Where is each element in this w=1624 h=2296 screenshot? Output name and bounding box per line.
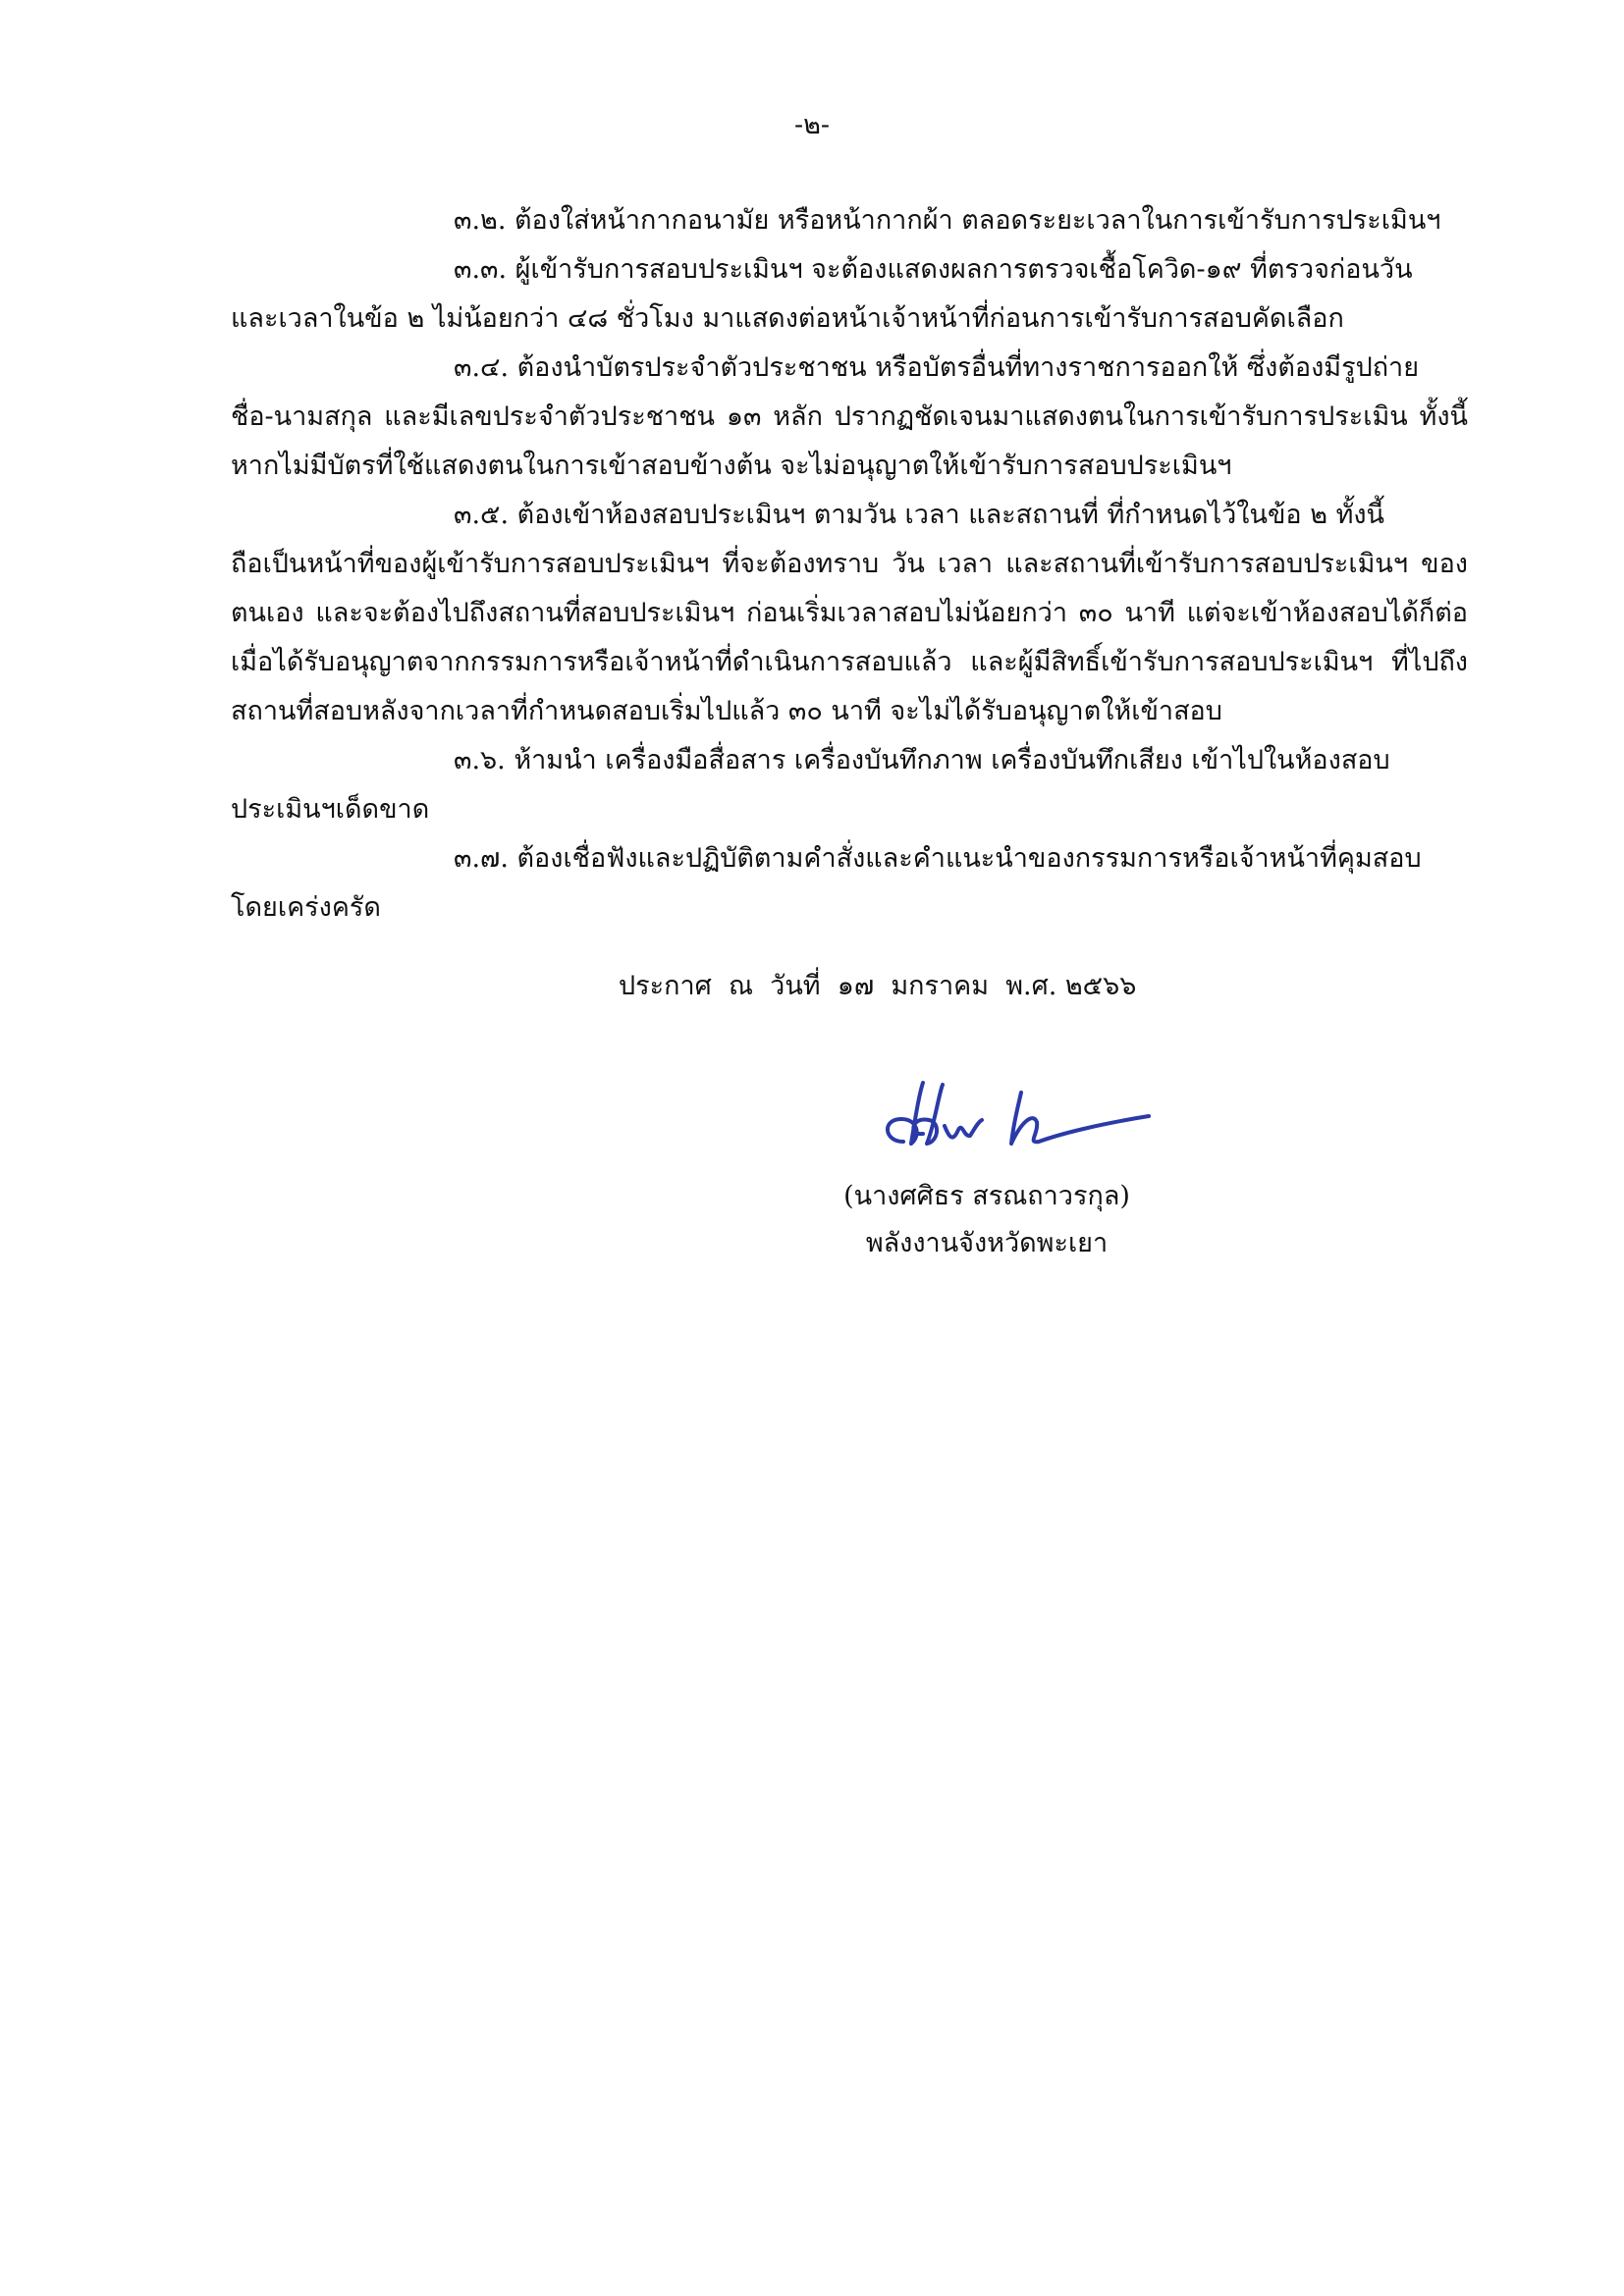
page-number: -๒- xyxy=(793,110,831,140)
body-text xyxy=(231,196,1468,933)
signature-stroke xyxy=(888,1083,982,1144)
paragraph-3-5 xyxy=(231,491,1468,736)
paragraph-first-line: ๓.๓. ผู้เข้ารับการสอบประเมินฯ จะต้องแสดงผลการตรวจเชื้อโควิด-๑๙ ที่ตรวจก่อนวัน xyxy=(454,254,1413,285)
paragraph-first-line: ๓.๖. ห้ามนำ เครื่องมือสื่อสาร เครื่องบันทึกภาพ เครื่องบันทึกเสียง เข้าไปในห้องสอบ xyxy=(454,745,1390,775)
signer-block xyxy=(825,1173,1149,1267)
paragraph-continuation: ถือเป็นหน้าที่ของผู้เข้ารับการสอบประเมินฯ ที่จะต้องทราบ วัน เวลา และสถานที่เข้ารับการสอบประเมินฯ ของตนเอง และจะต้องไปถึงสถานที่สอบประเมินฯ ก่อนเริ่มเวลาสอบไม่น้อยกว่า ๓๐ นาที แต่จะเข้าห้องสอบได้ก็ต่อเมื่อได้รับอนุญาตจากกรรมการหรือเจ้าหน้าที่ดำเนินการสอบแล้ว และผู้มีสิทธิ์เข้ารับการสอบประเมินฯ ที่ไปถึงสถานที่สอบหลังจากเวลาที่กำหนดสอบเริ่มไปแล้ว ๓๐ นาที จะไม่ได้รับอนุญาตให้เข้าสอบ xyxy=(231,549,1468,726)
paragraph-3-7 xyxy=(231,834,1468,933)
paragraph-first-line: ๓.๗. ต้องเชื่อฟังและปฏิบัติตามคำสั่งและคำแนะนำของกรรมการหรือเจ้าหน้าที่คุมสอบ xyxy=(454,843,1422,874)
paragraph-continuation: โดยเคร่งครัด xyxy=(231,892,381,923)
announcement-date: ประกาศ ณ วันที่ ๑๗ มกราคม พ.ศ. ๒๕๖๖ xyxy=(619,971,1137,1001)
paragraph-first-line: ๓.๔. ต้องนำบัตรประจำตัวประชาชน หรือบัตรอื่นที่ทางราชการออกให้ ซึ่งต้องมีรูปถ่าย xyxy=(454,352,1420,383)
paragraph-first-line: ๓.๕. ต้องเข้าห้องสอบประเมินฯ ตามวัน เวลา และสถานที่ ที่กำหนดไว้ในข้อ ๒ ทั้งนี้ xyxy=(454,500,1385,530)
signer-name: (นางศศิธร สรณถาวรกุล) xyxy=(843,1181,1130,1211)
paragraph-continuation: และเวลาในข้อ ๒ ไม่น้อยกว่า ๔๘ ชั่วโมง มาแสดงต่อหน้าเจ้าหน้าที่ก่อนการเข้ารับการสอบคัดเลือก xyxy=(231,303,1344,334)
handwritten-signature xyxy=(864,1065,1178,1173)
paragraph-continuation: ประเมินฯเด็ดขาด xyxy=(231,794,430,825)
paragraph-3-4 xyxy=(231,344,1468,491)
signature-stroke xyxy=(1011,1093,1149,1144)
paragraph-3-6 xyxy=(231,736,1468,834)
paragraph-3-2 xyxy=(231,196,1468,245)
paragraph-3-3 xyxy=(231,245,1468,344)
signer-position: พลังงานจังหวัดพะเยา xyxy=(865,1228,1109,1258)
paragraph-first-line: ๓.๒. ต้องใส่หน้ากากอนามัย หรือหน้ากากผ้า ตลอดระยะเวลาในการเข้ารับการประเมินฯ xyxy=(454,205,1441,236)
paragraph-continuation: ชื่อ-นามสกุล และมีเลขประจำตัวประชาชน ๑๓ หลัก ปรากฏชัดเจนมาแสดงตนในการเข้ารับการประเมิน ทั้งนี้ หากไม่มีบัตรที่ใช้แสดงตนในการเข้าสอบข้างต้น จะไม่อนุญาตให้เข้ารับการสอบประเมินฯ xyxy=(231,401,1468,481)
